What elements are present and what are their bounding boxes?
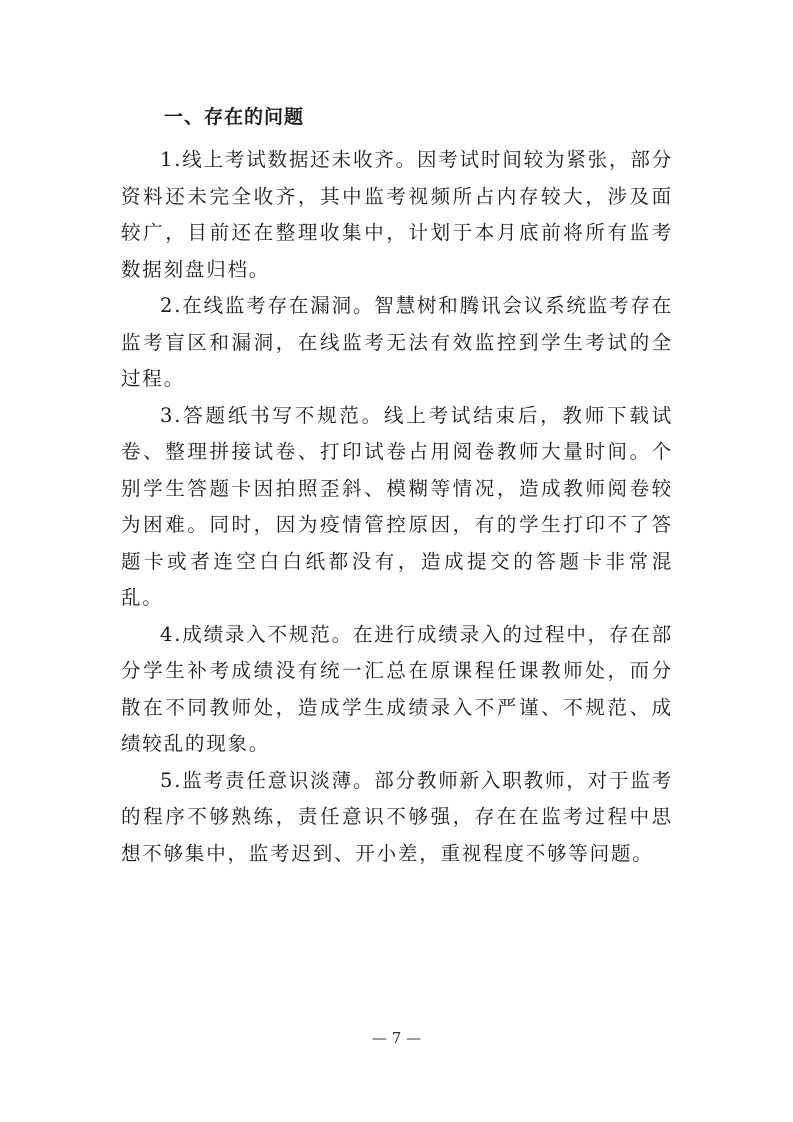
page-number: — 7 —: [371, 1029, 422, 1047]
paragraph-4: 4.成绩录入不规范。在进行成绩录入的过程中，存在部分学生补考成绩没有统一汇总在原课程任课教师处，而分散在不同教师处，造成学生成绩录入不严谨、不规范、成绩较乱的现象。: [121, 622, 673, 755]
paragraph-5: 5.监考责任意识淡薄。部分教师新入职教师，对于监考的程序不够熟练，责任意识不够强，存在在监考过程中思想不够集中，监考迟到、开小差，重视程度不够等问题。: [121, 768, 673, 865]
paragraph-1: 1.线上考试数据还未收齐。因考试时间较为紧张，部分资料还未完全收齐，其中监考视频所占内存较大，涉及面较广，目前还在整理收集中，计划于本月底前将所有监考数据刻盘归档。: [121, 148, 673, 281]
section-heading: 一、存在的问题: [164, 106, 305, 128]
paragraph-3: 3.答题纸书写不规范。线上考试结束后，教师下载试卷、整理拼接试卷、打印试卷占用阅卷教师大量时间。个别学生答题卡因拍照歪斜、模糊等情况，造成教师阅卷较为困难。同时，因为疫情管控原因，有的学生打印不了答题卡或者连空白白纸都没有，造成提交的答题卡非常混乱。: [121, 403, 673, 609]
body-text: [121, 142, 673, 872]
paragraph-2: 2.在线监考存在漏洞。智慧树和腾讯会议系统监考存在监考盲区和漏洞，在线监考无法有效监控到学生考试的全过程。: [121, 294, 673, 390]
